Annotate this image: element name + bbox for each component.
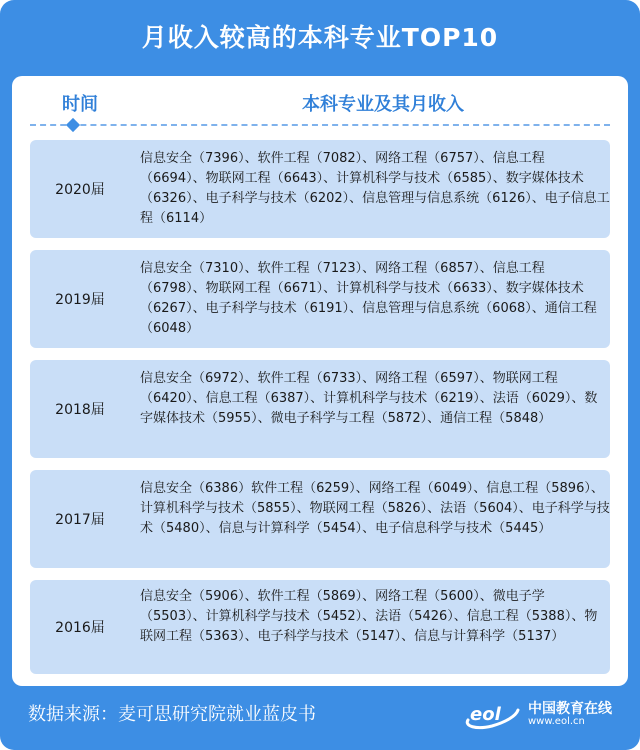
- header-divider-marker: [66, 118, 80, 132]
- row-majors: 信息安全（6972）、软件工程（6733）、网络工程（6597）、物联网工程（6420）、信息工程（6387）、计算机科学与技术（6219）、法语（6029）、数字媒体技术（5955）、微电子科学与工程（5872）、通信工程（5848）: [140, 371, 598, 426]
- table-row-2017: [30, 470, 610, 568]
- header-time-label: 时间: [62, 94, 98, 115]
- row-year: 2016届: [55, 620, 105, 636]
- page-title: 月收入较高的本科专业TOP10: [141, 23, 499, 52]
- eol-logo: [462, 696, 622, 732]
- row-majors: 信息安全（6386）软件工程（6259）、网络工程（6049）、信息工程（5896）、计算机科学与技术（5855）、物联网工程（5826）、法语（5604）、电子科学与技术（5480）、信息与计算科学（5454）、电子信息科学与技术（5445）: [140, 481, 610, 536]
- data-source-note: 数据来源：麦可思研究院就业蓝皮书: [28, 704, 316, 725]
- table-row-2016: [30, 580, 610, 674]
- table-row-2020: [30, 140, 610, 238]
- logo-name: 中国教育在线: [528, 701, 612, 717]
- logo-url: www.eol.cn: [528, 716, 585, 727]
- eol-logo-icon: [462, 696, 522, 732]
- row-majors: 信息安全（5906）、软件工程（5869）、网络工程（5600）、微电子学（5503）、计算机科学与技术（5452）、法语（5426）、信息工程（5388）、物联网工程（5363）、电子科学与技术（5147）、信息与计算科学（5137）: [140, 589, 598, 644]
- logo-mark-text: eol: [470, 704, 501, 725]
- row-majors: 信息安全（7310）、软件工程（7123）、网络工程（6857）、信息工程（6798）、物联网工程（6671）、计算机科学与技术（6633）、数字媒体技术（6267）、电子科学与技术（6191）、信息管理与信息系统（6068）、通信工程（6048）: [140, 261, 597, 336]
- content-card: [12, 76, 628, 686]
- header-divider: [30, 124, 610, 126]
- table-row-2019: [30, 250, 610, 348]
- row-year: 2020届: [55, 182, 105, 198]
- row-year: 2017届: [55, 512, 105, 528]
- row-year: 2018届: [55, 402, 105, 418]
- table-row-2018: [30, 360, 610, 458]
- header-major-label: 本科专业及其月收入: [302, 94, 464, 115]
- row-majors: 信息安全（7396）、软件工程（7082）、网络工程（6757）、信息工程（6694）、物联网工程（6643）、计算机科学与技术（6585）、数字媒体技术（6326）、电子科学与技术（6202）、信息管理与信息系统（6126）、电子信息工程（6114）: [140, 151, 610, 226]
- row-year: 2019届: [55, 292, 105, 308]
